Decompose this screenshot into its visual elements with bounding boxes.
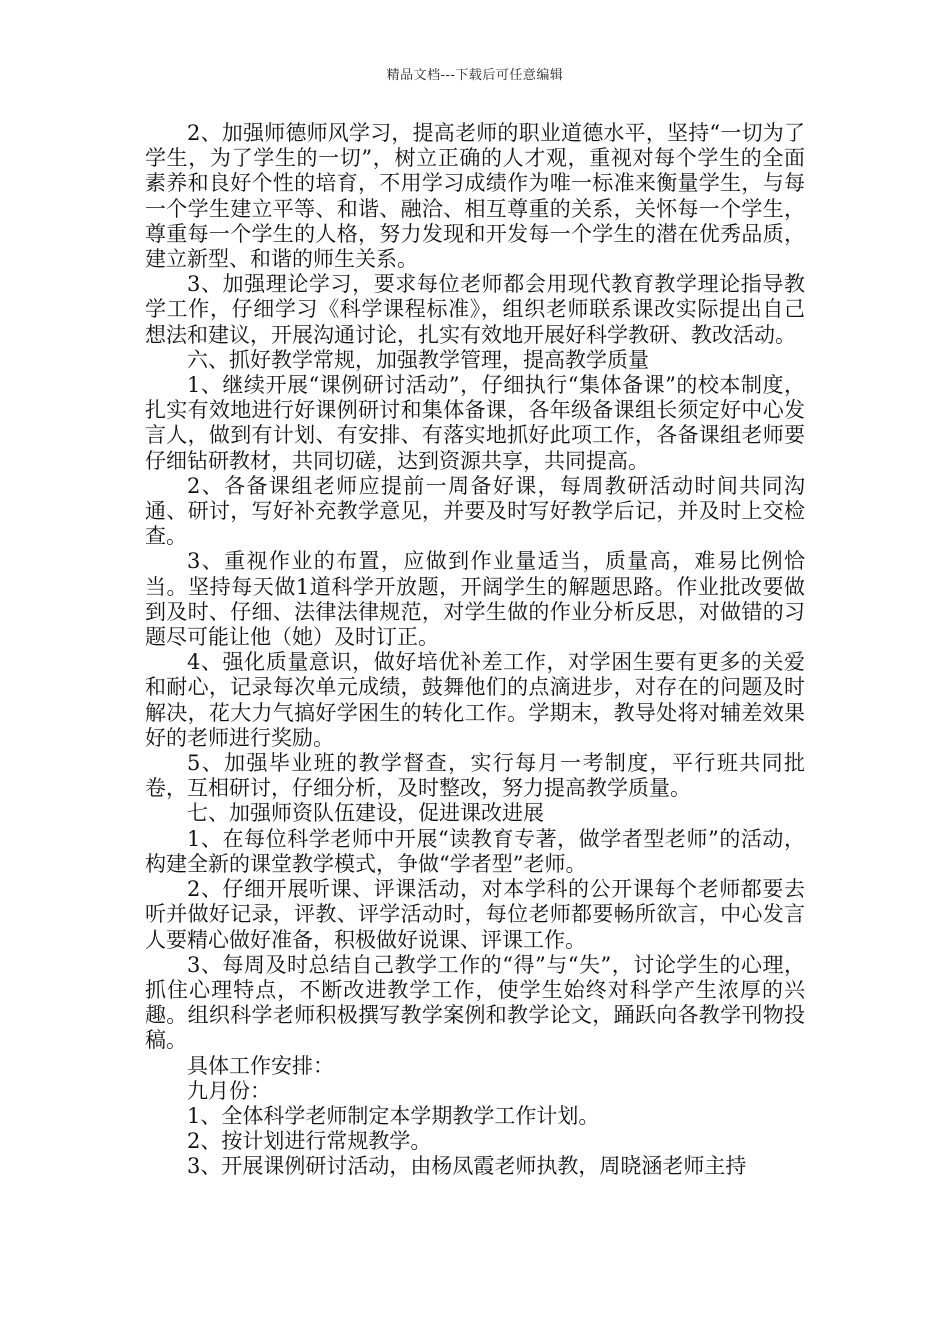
month-heading: 九月份： <box>187 1078 271 1103</box>
paragraph: 1、在每位科学老师中开展“读教育专著，做学者型老师”的活动，构建全新的课堂教学模式，争做“学者型”老师。 <box>145 826 805 876</box>
section-heading: 七、加强师资队伍建设，促进课改进展 <box>187 801 544 826</box>
paragraph: 1、继续开展“课例研讨活动”，仔细执行“集体备课”的校本制度，扎实有效地进行好课例研讨和集体备课，各年级备课组长须定好中心发言人，做到有计划、有安排、有落实地抓好此项工作，各备课组老师要仔细钻研教材，共同切磋，达到资源共享，共同提高。 <box>145 373 805 473</box>
section-heading: 六、抓好教学常规，加强教学管理，提高教学质量 <box>187 347 649 372</box>
document-body <box>145 121 805 1180</box>
paragraph: 3、每周及时总结自己教学工作的“得”与“失”，讨论学生的心理，抓住心理特点，不断改进教学工作，使学生始终对科学产生浓厚的兴趣。组织科学老师积极撰写教学案例和教学论文，踊跃向各教学刊物投稿。 <box>145 952 805 1053</box>
paragraph: 3、重视作业的布置，应做到作业量适当，质量高，难易比例恰当。坚持每天做1道科学开放题，开阔学生的解题思路。作业批改要做到及时、仔细、法律法律规范，对学生做的作业分析反思，对做错的习题尽可能让他（她）及时订正。 <box>145 549 805 650</box>
schedule-item: 3、开展课例研讨活动，由杨凤霞老师执教，周晓涵老师主持 <box>187 1154 747 1179</box>
paragraph: 4、强化质量意识，做好培优补差工作，对学困生要有更多的关爱和耐心，记录每次单元成绩，鼓舞他们的点滴进步，对存在的问题及时解决，花大力气搞好学困生的转化工作。学期末，教导处将对辅差效果好的老师进行奖励。 <box>145 650 805 750</box>
schedule-item: 2、按计划进行常规教学。 <box>187 1129 432 1154</box>
schedule-item: 1、全体科学老师制定本学期教学工作计划。 <box>187 1103 600 1128</box>
page-header: 精品文档---下载后可任意编辑 <box>386 68 564 83</box>
paragraph: 5、加强毕业班的教学督查，实行每月一考制度，平行班共同批卷，互相研讨，仔细分析，及时整改，努力提高教学质量。 <box>145 751 805 801</box>
paragraph: 3、加强理论学习，要求每位老师都会用现代教育教学理论指导教学工作，仔细学习《科学课程标准》，组织老师联系课改实际提出自己想法和建议，开展沟通讨论，扎实有效地开展好科学教研、教改活动。 <box>145 272 805 347</box>
paragraph: 2、仔细开展听课、评课活动，对本学科的公开课每个老师都要去听并做好记录，评教、评学活动时，每位老师都要畅所欲言，中心发言人要精心做好准备，积极做好说课、评课工作。 <box>145 877 805 952</box>
paragraph: 2、加强师德师风学习，提高老师的职业道德水平，坚持“一切为了学生，为了学生的一切”，树立正确的人才观，重视对每个学生的全面素养和良好个性的培育，不用学习成绩作为唯一标准来衡量学生，与每一个学生建立平等、和谐、融洽、相互尊重的关系，关怀每一个学生，尊重每一个学生的人格，努力发现和开发每一个学生的潜在优秀品质，建立新型、和谐的师生关系。 <box>145 121 805 272</box>
schedule-heading: 具体工作安排： <box>187 1053 334 1078</box>
paragraph: 2、各备课组老师应提前一周备好课，每周教研活动时间共同沟通、研讨，写好补充教学意见，并要及时写好教学后记，并及时上交检查。 <box>145 473 805 549</box>
